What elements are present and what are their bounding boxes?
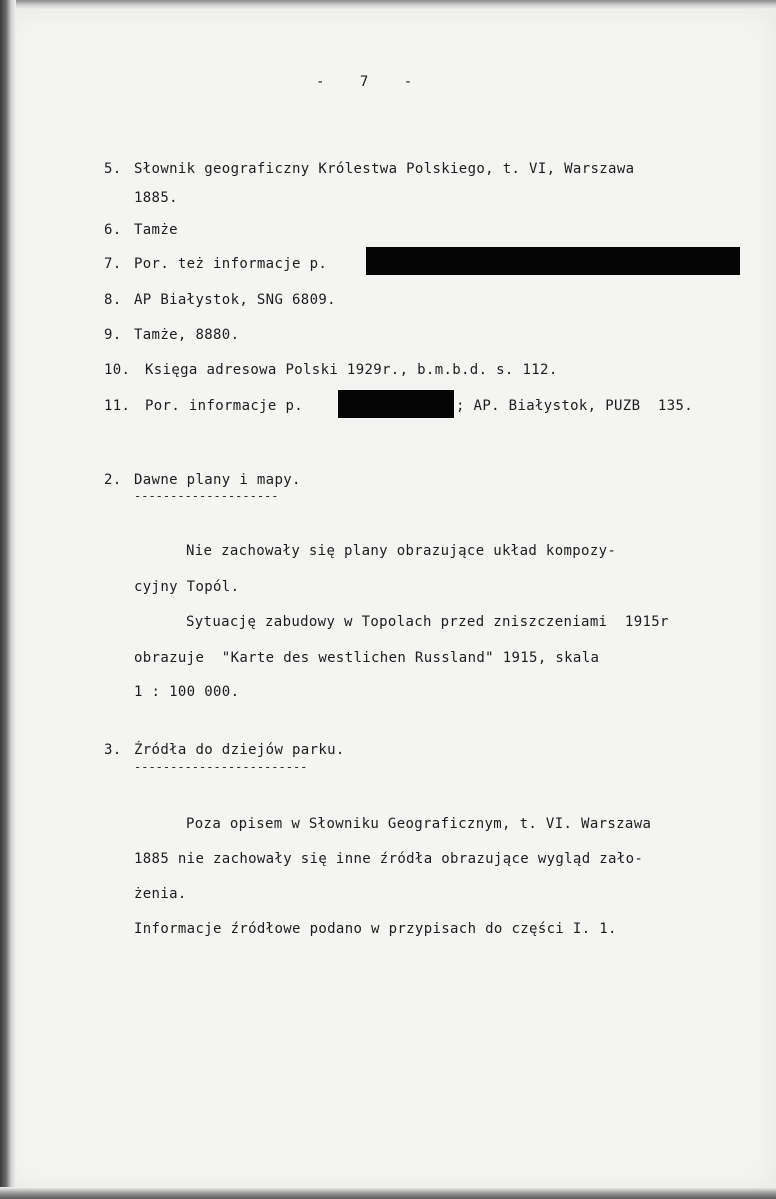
footnote-number: 5. <box>104 161 122 177</box>
paragraph-line: obrazuje "Karte des westlichen Russland" 1915, skala <box>134 650 600 666</box>
footnote-text: Por. informacje p. <box>145 398 304 414</box>
page-number: - 7 - <box>316 74 413 90</box>
footnote-number: 11. <box>104 398 131 414</box>
section-number: 3. <box>104 742 122 758</box>
paragraph-line: żenia. <box>134 886 187 902</box>
paragraph-line: 1 : 100 000. <box>134 684 240 700</box>
footnote-text: AP Białystok, SNG 6809. <box>134 292 336 308</box>
paragraph-line: Poza opisem w Słowniku Geograficznym, t. VI. Warszawa <box>186 816 652 832</box>
footnote-text: Por. też informacje p. <box>134 256 328 272</box>
redaction-box <box>338 390 454 418</box>
footnote-text: Słownik geograficzny Królestwa Polskiego, t. VI, Warszawa <box>134 161 635 177</box>
paragraph-line: Nie zachowały się plany obrazujące układ kompozy- <box>186 543 617 559</box>
footnote-text: ; AP. Białystok, PUZB 135. <box>456 398 694 414</box>
footnote-number: 10. <box>104 362 131 378</box>
footnote-text: Tamże <box>134 222 178 238</box>
redaction-box <box>366 247 740 275</box>
scan-top-edge <box>0 0 776 10</box>
footnote-number: 6. <box>104 222 122 238</box>
document-page <box>6 8 776 1191</box>
footnote-number: 9. <box>104 327 122 343</box>
section-number: 2. <box>104 472 122 488</box>
section-underline: ------------------------ <box>134 760 308 774</box>
section-underline: -------------------- <box>134 489 279 503</box>
section-heading: Źródła do dziejów parku. <box>134 742 345 758</box>
footnote-number: 8. <box>104 292 122 308</box>
paragraph-line: Sytuację zabudowy w Topolach przed zniszczeniami 1915r <box>186 614 669 630</box>
footnote-number: 7. <box>104 256 122 272</box>
paragraph-line: cyjny Topól. <box>134 579 240 595</box>
scan-left-edge <box>0 0 16 1199</box>
paragraph-line: Informacje źródłowe podano w przypisach do części I. 1. <box>134 921 617 937</box>
paragraph-line: 1885 nie zachowały się inne źródła obrazujące wygląd zało- <box>134 851 644 867</box>
footnote-text: Tamże, 8880. <box>134 327 240 343</box>
scan-bottom-edge <box>0 1187 776 1199</box>
section-heading: Dawne plany i mapy. <box>134 472 301 488</box>
footnote-text: Księga adresowa Polski 1929r., b.m.b.d. s. 112. <box>145 362 558 378</box>
footnote-text: 1885. <box>134 190 178 206</box>
